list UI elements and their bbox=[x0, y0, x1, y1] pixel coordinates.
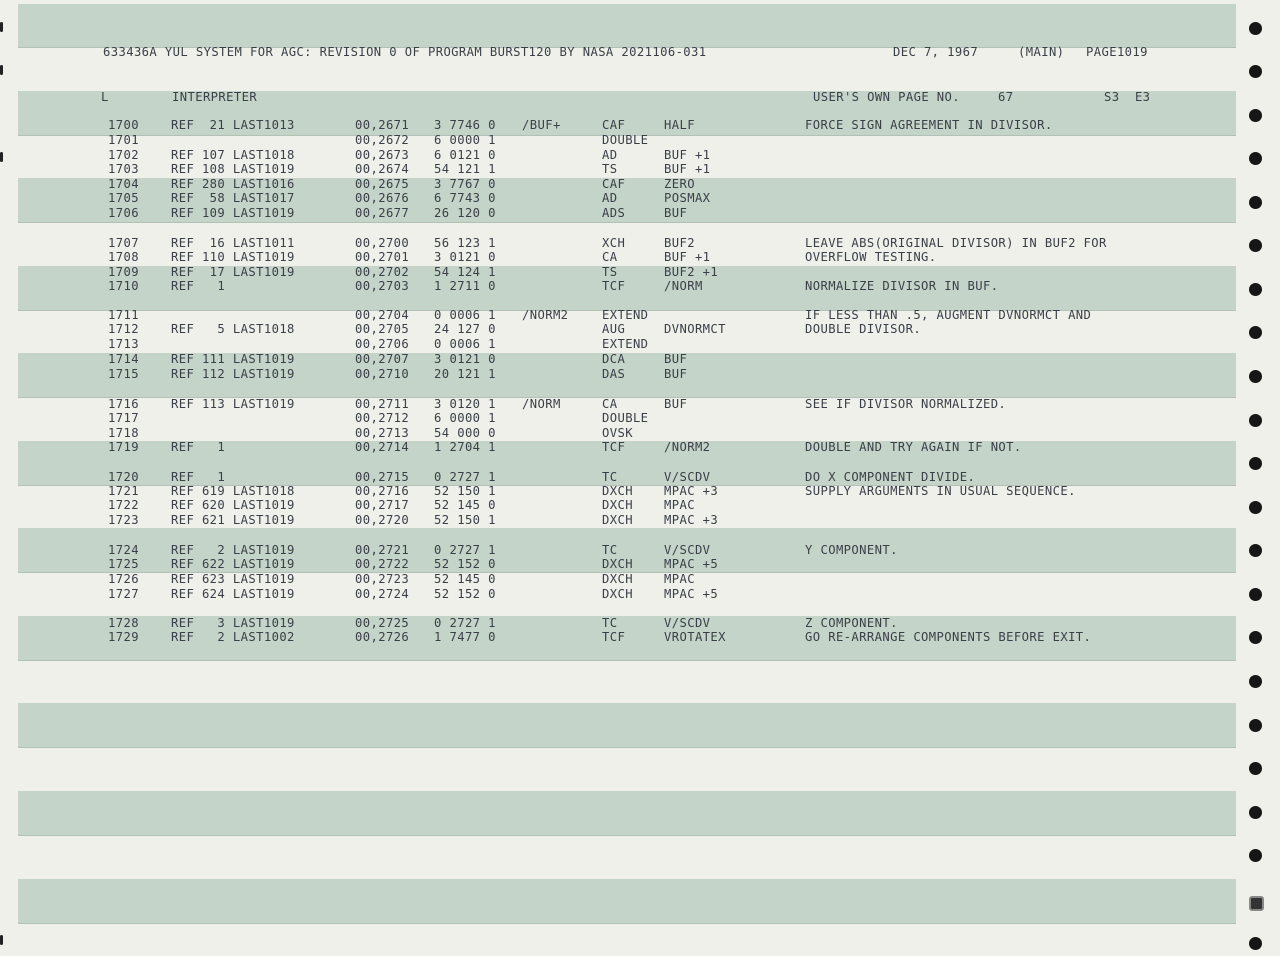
comment-field: IF LESS THAN .5, AUGMENT DVNORMCT AND bbox=[805, 308, 1092, 322]
code-field: 6 0000 1 bbox=[434, 133, 496, 147]
ref-field: REF 108 LAST1019 bbox=[171, 162, 295, 176]
address-field: 00,2721 bbox=[355, 543, 410, 557]
comment-field: FORCE SIGN AGREEMENT IN DIVISOR. bbox=[805, 118, 1053, 132]
listing-row bbox=[0, 543, 1240, 557]
operand-field: V/SCDV bbox=[664, 470, 711, 484]
opcode-field: TS bbox=[602, 162, 618, 176]
ref-field: REF 17 LAST1019 bbox=[171, 265, 295, 279]
operand-field: MPAC +3 bbox=[664, 513, 719, 527]
line-number: 1716 bbox=[108, 397, 139, 411]
operand-field: BUF bbox=[664, 206, 688, 220]
opcode-field: AD bbox=[602, 148, 618, 162]
ref-field: REF 111 LAST1019 bbox=[171, 352, 295, 366]
operand-field: MPAC +5 bbox=[664, 557, 719, 571]
code-field: 52 145 0 bbox=[434, 572, 496, 586]
opcode-field: AD bbox=[602, 191, 618, 205]
opcode-field: OVSK bbox=[602, 426, 633, 440]
comment-field: DOUBLE AND TRY AGAIN IF NOT. bbox=[805, 440, 1022, 454]
feed-hole bbox=[1249, 544, 1262, 557]
line-number: 1715 bbox=[108, 367, 139, 381]
listing-row bbox=[0, 587, 1240, 601]
address-field: 00,2712 bbox=[355, 411, 410, 425]
line-number: 1722 bbox=[108, 498, 139, 512]
address-field: 00,2705 bbox=[355, 322, 410, 336]
listing-row bbox=[0, 337, 1240, 351]
code-field: 24 127 0 bbox=[434, 322, 496, 336]
operand-field: POSMAX bbox=[664, 191, 711, 205]
band-rule bbox=[18, 923, 1236, 924]
listing-title: 633436A YUL SYSTEM FOR AGC: REVISION 0 OF PROGRAM BURST120 BY NASA 2021106-031 bbox=[103, 45, 707, 59]
address-field: 00,2717 bbox=[355, 498, 410, 512]
comment-field: DOUBLE DIVISOR. bbox=[805, 322, 922, 336]
ref-field: REF 109 LAST1019 bbox=[171, 206, 295, 220]
paper-band bbox=[18, 4, 1236, 48]
operand-field: BUF2 bbox=[664, 236, 695, 250]
line-number: 1706 bbox=[108, 206, 139, 220]
band-rule bbox=[18, 222, 1236, 223]
feed-hole bbox=[1249, 152, 1262, 165]
opcode-field: ADS bbox=[602, 206, 626, 220]
listing-row bbox=[0, 440, 1240, 454]
listing-row bbox=[0, 206, 1240, 220]
line-number: 1701 bbox=[108, 133, 139, 147]
operand-field: ZERO bbox=[664, 177, 695, 191]
opcode-field: AUG bbox=[602, 322, 626, 336]
code-field: 1 2711 0 bbox=[434, 279, 496, 293]
ref-field: REF 624 LAST1019 bbox=[171, 587, 295, 601]
opcode-field: TCF bbox=[602, 440, 626, 454]
opcode-field: DXCH bbox=[602, 572, 633, 586]
line-number: 1709 bbox=[108, 265, 139, 279]
feed-hole bbox=[1249, 65, 1262, 78]
listing-row bbox=[0, 367, 1240, 381]
opcode-field: TC bbox=[602, 543, 618, 557]
operand-field: MPAC +3 bbox=[664, 484, 719, 498]
feed-hole bbox=[1249, 719, 1262, 732]
listing-row bbox=[0, 133, 1240, 147]
log-section-title: INTERPRETER bbox=[172, 90, 258, 104]
address-field: 00,2701 bbox=[355, 250, 410, 264]
line-number: 1729 bbox=[108, 630, 139, 644]
listing-row bbox=[0, 470, 1240, 484]
code-field: 3 7767 0 bbox=[434, 177, 496, 191]
line-number: 1721 bbox=[108, 484, 139, 498]
operand-field: DVNORMCT bbox=[664, 322, 726, 336]
line-number: 1712 bbox=[108, 322, 139, 336]
operand-field: V/SCDV bbox=[664, 616, 711, 630]
operand-field: BUF +1 bbox=[664, 148, 711, 162]
address-field: 00,2725 bbox=[355, 616, 410, 630]
code-field: 1 2704 1 bbox=[434, 440, 496, 454]
opcode-field: DXCH bbox=[602, 587, 633, 601]
operand-field: BUF bbox=[664, 397, 688, 411]
opcode-field: DCA bbox=[602, 352, 626, 366]
listing-row bbox=[0, 191, 1240, 205]
opcode-field: TC bbox=[602, 616, 618, 630]
ref-field: REF 2 LAST1002 bbox=[171, 630, 295, 644]
address-field: 00,2714 bbox=[355, 440, 410, 454]
listing-row bbox=[0, 236, 1240, 250]
ref-field: REF 623 LAST1019 bbox=[171, 572, 295, 586]
listing-row bbox=[0, 118, 1240, 132]
feed-hole bbox=[1249, 937, 1262, 950]
code-field: 54 124 1 bbox=[434, 265, 496, 279]
feed-hole bbox=[1249, 896, 1264, 911]
feed-hole bbox=[1249, 22, 1262, 35]
line-number: 1705 bbox=[108, 191, 139, 205]
line-number: 1728 bbox=[108, 616, 139, 630]
feed-hole bbox=[1249, 762, 1262, 775]
opcode-field: TCF bbox=[602, 630, 626, 644]
feed-hole bbox=[1249, 109, 1262, 122]
operand-field: BUF +1 bbox=[664, 162, 711, 176]
address-field: 00,2675 bbox=[355, 177, 410, 191]
ref-field: REF 1 bbox=[171, 440, 226, 454]
paper-band bbox=[18, 879, 1236, 923]
line-number: 1711 bbox=[108, 308, 139, 322]
operand-field: BUF +1 bbox=[664, 250, 711, 264]
operand-field: BUF bbox=[664, 352, 688, 366]
listing-row bbox=[0, 279, 1240, 293]
code-field: 6 0000 1 bbox=[434, 411, 496, 425]
address-field: 00,2707 bbox=[355, 352, 410, 366]
line-number: 1723 bbox=[108, 513, 139, 527]
listing-row bbox=[0, 557, 1240, 571]
operand-field: MPAC +5 bbox=[664, 587, 719, 601]
code-field: 54 121 1 bbox=[434, 162, 496, 176]
listing-row bbox=[0, 177, 1240, 191]
listing-row bbox=[0, 397, 1240, 411]
band-rule bbox=[18, 835, 1236, 836]
opcode-field: DXCH bbox=[602, 484, 633, 498]
operand-field: /NORM2 bbox=[664, 440, 711, 454]
address-field: 00,2673 bbox=[355, 148, 410, 162]
address-field: 00,2676 bbox=[355, 191, 410, 205]
listing-row bbox=[0, 352, 1240, 366]
feed-hole bbox=[1249, 414, 1262, 427]
code-field: 56 123 1 bbox=[434, 236, 496, 250]
line-number: 1717 bbox=[108, 411, 139, 425]
operand-field: MPAC bbox=[664, 498, 695, 512]
code-field: 52 145 0 bbox=[434, 498, 496, 512]
opcode-field: CAF bbox=[602, 118, 626, 132]
feed-hole bbox=[1249, 501, 1262, 514]
ref-field: REF 1 bbox=[171, 470, 226, 484]
paper-band bbox=[18, 703, 1236, 747]
opcode-field: TC bbox=[602, 470, 618, 484]
band-rule bbox=[18, 747, 1236, 748]
listing-row bbox=[0, 265, 1240, 279]
ref-field: REF 21 LAST1013 bbox=[171, 118, 295, 132]
ref-field: REF 58 LAST1017 bbox=[171, 191, 295, 205]
address-field: 00,2702 bbox=[355, 265, 410, 279]
line-number: 1703 bbox=[108, 162, 139, 176]
opcode-field: CA bbox=[602, 397, 618, 411]
opcode-field: DXCH bbox=[602, 513, 633, 527]
listing-row bbox=[0, 426, 1240, 440]
address-field: 00,2672 bbox=[355, 133, 410, 147]
listing-row bbox=[0, 322, 1240, 336]
paper-band bbox=[18, 791, 1236, 835]
line-number: 1707 bbox=[108, 236, 139, 250]
comment-field: Y COMPONENT. bbox=[805, 543, 898, 557]
listing-row bbox=[0, 411, 1240, 425]
feed-hole bbox=[1249, 196, 1262, 209]
label-field: /NORM2 bbox=[522, 308, 569, 322]
opcode-field: TS bbox=[602, 265, 618, 279]
listing-row bbox=[0, 162, 1240, 176]
code-field: 52 152 0 bbox=[434, 557, 496, 571]
address-field: 00,2671 bbox=[355, 118, 410, 132]
operand-field: BUF bbox=[664, 367, 688, 381]
ref-field: REF 5 LAST1018 bbox=[171, 322, 295, 336]
opcode-field: XCH bbox=[602, 236, 626, 250]
operand-field: HALF bbox=[664, 118, 695, 132]
line-number: 1714 bbox=[108, 352, 139, 366]
edge-mark bbox=[0, 22, 3, 32]
sheet-code: S3 E3 bbox=[1104, 90, 1151, 104]
address-field: 00,2700 bbox=[355, 236, 410, 250]
line-number: 1718 bbox=[108, 426, 139, 440]
opcode-field: DXCH bbox=[602, 557, 633, 571]
address-field: 00,2723 bbox=[355, 572, 410, 586]
ref-field: REF 622 LAST1019 bbox=[171, 557, 295, 571]
code-field: 52 150 1 bbox=[434, 484, 496, 498]
ref-field: REF 3 LAST1019 bbox=[171, 616, 295, 630]
feed-hole bbox=[1249, 806, 1262, 819]
code-field: 6 7743 0 bbox=[434, 191, 496, 205]
ref-field: REF 619 LAST1018 bbox=[171, 484, 295, 498]
user-page-number: 67 bbox=[998, 90, 1014, 104]
ref-field: REF 1 bbox=[171, 279, 226, 293]
listing-row bbox=[0, 630, 1240, 644]
ref-field: REF 16 LAST1011 bbox=[171, 236, 295, 250]
code-field: 54 000 0 bbox=[434, 426, 496, 440]
code-field: 6 0121 0 bbox=[434, 148, 496, 162]
ref-field: REF 621 LAST1019 bbox=[171, 513, 295, 527]
listing-row bbox=[0, 148, 1240, 162]
line-number: 1704 bbox=[108, 177, 139, 191]
address-field: 00,2713 bbox=[355, 426, 410, 440]
listing-row bbox=[0, 308, 1240, 322]
feed-hole bbox=[1249, 283, 1262, 296]
opcode-field: EXTEND bbox=[602, 337, 649, 351]
line-number: 1708 bbox=[108, 250, 139, 264]
label-field: /BUF+ bbox=[522, 118, 561, 132]
address-field: 00,2677 bbox=[355, 206, 410, 220]
listing-row bbox=[0, 616, 1240, 630]
code-field: 0 2727 1 bbox=[434, 616, 496, 630]
opcode-field: CAF bbox=[602, 177, 626, 191]
feed-hole bbox=[1249, 588, 1262, 601]
address-field: 00,2710 bbox=[355, 367, 410, 381]
address-field: 00,2720 bbox=[355, 513, 410, 527]
code-field: 0 2727 1 bbox=[434, 543, 496, 557]
feed-hole bbox=[1249, 849, 1262, 862]
line-number: 1713 bbox=[108, 337, 139, 351]
opcode-field: DOUBLE bbox=[602, 133, 649, 147]
edge-mark bbox=[0, 65, 3, 75]
line-number: 1720 bbox=[108, 470, 139, 484]
address-field: 00,2674 bbox=[355, 162, 410, 176]
ref-field: REF 112 LAST1019 bbox=[171, 367, 295, 381]
feed-hole bbox=[1249, 326, 1262, 339]
operand-field: BUF2 +1 bbox=[664, 265, 719, 279]
code-field: 26 120 0 bbox=[434, 206, 496, 220]
address-field: 00,2706 bbox=[355, 337, 410, 351]
address-field: 00,2715 bbox=[355, 470, 410, 484]
code-field: 52 152 0 bbox=[434, 587, 496, 601]
code-field: 3 0120 1 bbox=[434, 397, 496, 411]
address-field: 00,2724 bbox=[355, 587, 410, 601]
ref-field: REF 280 LAST1016 bbox=[171, 177, 295, 191]
code-field: 3 7746 0 bbox=[434, 118, 496, 132]
address-field: 00,2703 bbox=[355, 279, 410, 293]
line-number: 1710 bbox=[108, 279, 139, 293]
listing-row bbox=[0, 484, 1240, 498]
feed-hole bbox=[1249, 370, 1262, 383]
feed-hole bbox=[1249, 675, 1262, 688]
edge-mark bbox=[0, 935, 3, 945]
opcode-field: DXCH bbox=[602, 498, 633, 512]
comment-field: OVERFLOW TESTING. bbox=[805, 250, 937, 264]
code-field: 0 2727 1 bbox=[434, 470, 496, 484]
comment-field: DO X COMPONENT DIVIDE. bbox=[805, 470, 976, 484]
comment-field: SEE IF DIVISOR NORMALIZED. bbox=[805, 397, 1007, 411]
opcode-field: DOUBLE bbox=[602, 411, 649, 425]
line-number: 1724 bbox=[108, 543, 139, 557]
code-field: 0 0006 1 bbox=[434, 308, 496, 322]
code-field: 0 0006 1 bbox=[434, 337, 496, 351]
line-number: 1725 bbox=[108, 557, 139, 571]
operand-field: V/SCDV bbox=[664, 543, 711, 557]
address-field: 00,2704 bbox=[355, 308, 410, 322]
ref-field: REF 2 LAST1019 bbox=[171, 543, 295, 557]
listing-main: (MAIN) bbox=[1018, 45, 1065, 59]
line-number: 1719 bbox=[108, 440, 139, 454]
listing-row bbox=[0, 572, 1240, 586]
opcode-field: TCF bbox=[602, 279, 626, 293]
ref-field: REF 107 LAST1018 bbox=[171, 148, 295, 162]
band-rule bbox=[18, 660, 1236, 661]
ref-field: REF 110 LAST1019 bbox=[171, 250, 295, 264]
ref-field: REF 620 LAST1019 bbox=[171, 498, 295, 512]
line-number: 1727 bbox=[108, 587, 139, 601]
comment-field: NORMALIZE DIVISOR IN BUF. bbox=[805, 279, 999, 293]
listing-page-number: PAGE1019 bbox=[1086, 45, 1148, 59]
log-section-mark: L bbox=[101, 90, 109, 104]
line-number: 1702 bbox=[108, 148, 139, 162]
label-field: /NORM bbox=[522, 397, 561, 411]
address-field: 00,2726 bbox=[355, 630, 410, 644]
operand-field: VROTATEX bbox=[664, 630, 726, 644]
listing-date: DEC 7, 1967 bbox=[893, 45, 979, 59]
comment-field: LEAVE ABS(ORIGINAL DIVISOR) IN BUF2 FOR bbox=[805, 236, 1107, 250]
comment-field: GO RE-ARRANGE COMPONENTS BEFORE EXIT. bbox=[805, 630, 1092, 644]
listing-row bbox=[0, 513, 1240, 527]
address-field: 00,2711 bbox=[355, 397, 410, 411]
address-field: 00,2722 bbox=[355, 557, 410, 571]
listing-row bbox=[0, 250, 1240, 264]
code-field: 3 0121 0 bbox=[434, 250, 496, 264]
opcode-field: DAS bbox=[602, 367, 626, 381]
ref-field: REF 113 LAST1019 bbox=[171, 397, 295, 411]
feed-hole bbox=[1249, 631, 1262, 644]
code-field: 1 7477 0 bbox=[434, 630, 496, 644]
operand-field: /NORM bbox=[664, 279, 703, 293]
line-number: 1700 bbox=[108, 118, 139, 132]
opcode-field: EXTEND bbox=[602, 308, 649, 322]
comment-field: SUPPLY ARGUMENTS IN USUAL SEQUENCE. bbox=[805, 484, 1076, 498]
user-page-label: USER'S OWN PAGE NO. bbox=[813, 90, 961, 104]
address-field: 00,2716 bbox=[355, 484, 410, 498]
opcode-field: CA bbox=[602, 250, 618, 264]
line-number: 1726 bbox=[108, 572, 139, 586]
feed-hole bbox=[1249, 457, 1262, 470]
code-field: 20 121 1 bbox=[434, 367, 496, 381]
listing-row bbox=[0, 498, 1240, 512]
code-field: 52 150 1 bbox=[434, 513, 496, 527]
operand-field: MPAC bbox=[664, 572, 695, 586]
comment-field: Z COMPONENT. bbox=[805, 616, 898, 630]
feed-hole bbox=[1249, 239, 1262, 252]
code-field: 3 0121 0 bbox=[434, 352, 496, 366]
